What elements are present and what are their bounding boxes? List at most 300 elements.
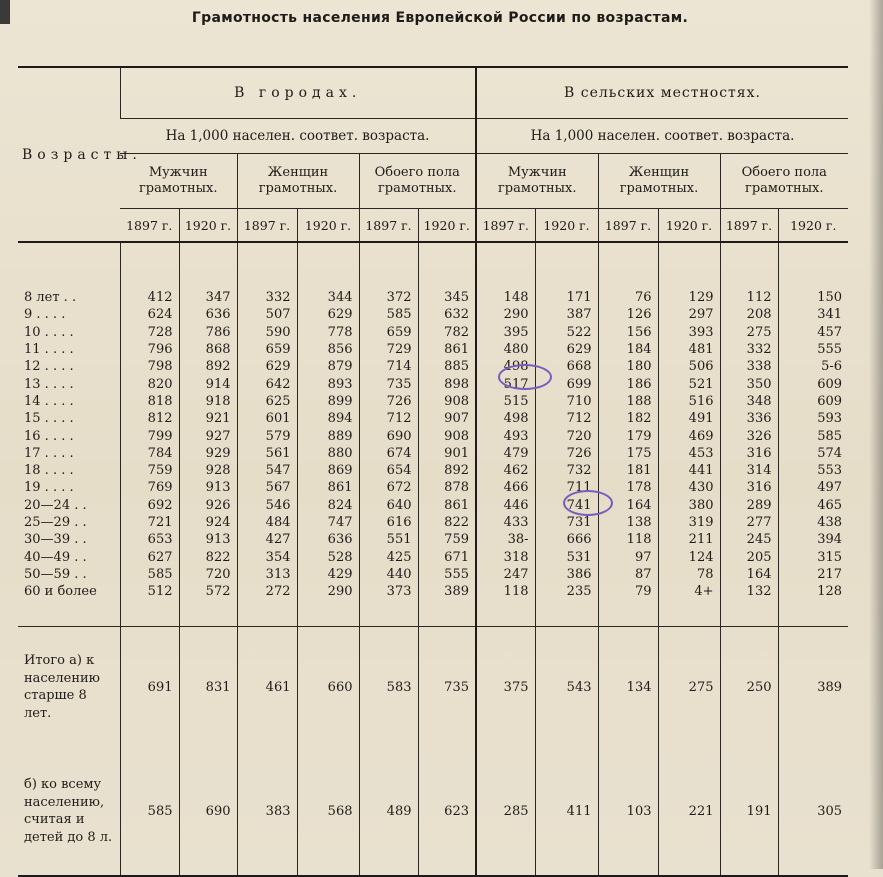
value-cell: 659 <box>359 324 418 341</box>
total-value-cell: 568 <box>297 747 359 876</box>
table-row <box>18 479 848 496</box>
value-cell: 446 <box>476 497 535 514</box>
value-cell: 929 <box>179 445 237 462</box>
value-cell: 671 <box>418 548 476 565</box>
value-cell: 186 <box>598 375 658 392</box>
value-cell: 430 <box>658 479 720 496</box>
value-cell: 297 <box>658 306 720 323</box>
empty-cell <box>179 242 237 289</box>
value-cell: 914 <box>179 375 237 392</box>
totals-row <box>18 627 848 748</box>
value-cell: 561 <box>237 445 297 462</box>
value-cell: 498 <box>476 358 535 375</box>
value-cell: 497 <box>778 479 848 496</box>
value-cell: 812 <box>120 410 179 427</box>
table-row <box>18 289 848 306</box>
value-cell: 726 <box>359 393 418 410</box>
value-cell: 336 <box>720 410 778 427</box>
value-cell: 205 <box>720 548 778 565</box>
value-cell: 344 <box>297 289 359 306</box>
value-cell: 820 <box>120 375 179 392</box>
value-cell: 188 <box>598 393 658 410</box>
value-cell: 629 <box>297 306 359 323</box>
value-cell: 217 <box>778 566 848 583</box>
totals-label: б) ко всему населению, считая и детей до 8 л. <box>24 777 113 845</box>
value-cell: 394 <box>778 531 848 548</box>
value-cell: 627 <box>120 548 179 565</box>
value-cell: 354 <box>237 548 297 565</box>
literacy-table <box>18 66 848 877</box>
rural-women-header: Женщин грамотных. <box>598 154 720 209</box>
year-1920-header: 1920 г. <box>535 209 598 243</box>
empty-cell <box>120 606 179 627</box>
value-cell: 380 <box>658 497 720 514</box>
value-cell: 653 <box>120 531 179 548</box>
value-cell: 928 <box>179 462 237 479</box>
value-cell: 184 <box>598 341 658 358</box>
value-cell: 164 <box>598 497 658 514</box>
value-cell: 372 <box>359 289 418 306</box>
value-cell: 506 <box>658 358 720 375</box>
value-cell: 507 <box>237 306 297 323</box>
value-cell: 332 <box>237 289 297 306</box>
year-1897-header: 1897 г. <box>359 209 418 243</box>
value-cell: 901 <box>418 445 476 462</box>
total-value-cell: 275 <box>658 627 720 748</box>
table-row <box>18 375 848 392</box>
value-cell: 926 <box>179 497 237 514</box>
value-cell: 642 <box>237 375 297 392</box>
value-cell: 290 <box>297 583 359 606</box>
value-cell: 593 <box>778 410 848 427</box>
value-cell: 567 <box>237 479 297 496</box>
value-cell: 632 <box>418 306 476 323</box>
value-cell: 590 <box>237 324 297 341</box>
total-value-cell: 375 <box>476 627 535 748</box>
value-cell: 528 <box>297 548 359 565</box>
rural-per1000-header: На 1,000 населен. соответ. возраста. <box>476 119 848 154</box>
value-cell: 731 <box>535 514 598 531</box>
value-cell: 913 <box>179 479 237 496</box>
year-1920-header: 1920 г. <box>297 209 359 243</box>
value-cell: 438 <box>778 514 848 531</box>
age-cell: 30—39 . . <box>24 532 87 548</box>
value-cell: 316 <box>720 479 778 496</box>
empty-cell <box>535 606 598 627</box>
value-cell: 574 <box>778 445 848 462</box>
value-cell: 389 <box>418 583 476 606</box>
towns-per1000-header: На 1,000 населен. соответ. возраста. <box>120 119 476 154</box>
value-cell: 784 <box>120 445 179 462</box>
value-cell: 5-6 <box>778 358 848 375</box>
age-cell: 13 . . . . <box>24 376 74 392</box>
total-value-cell: 489 <box>359 747 418 876</box>
value-cell: 553 <box>778 462 848 479</box>
age-cell: 8 лет . . <box>24 290 77 306</box>
value-cell: 4+ <box>658 583 720 606</box>
total-value-cell: 250 <box>720 627 778 748</box>
value-cell: 710 <box>535 393 598 410</box>
value-cell: 480 <box>476 341 535 358</box>
value-cell: 921 <box>179 410 237 427</box>
value-cell: 427 <box>237 531 297 548</box>
age-cell: 9 . . . . <box>24 307 66 323</box>
total-value-cell: 285 <box>476 747 535 876</box>
empty-cell <box>237 606 297 627</box>
rural-header: В сельских местностях. <box>476 67 848 119</box>
empty-cell <box>476 242 535 289</box>
value-cell: 313 <box>237 566 297 583</box>
table-row <box>18 462 848 479</box>
value-cell: 512 <box>120 583 179 606</box>
value-cell: 290 <box>476 306 535 323</box>
empty-cell <box>778 242 848 289</box>
empty-cell <box>598 242 658 289</box>
value-cell: 856 <box>297 341 359 358</box>
table-row <box>18 324 848 341</box>
total-value-cell: 583 <box>359 627 418 748</box>
age-cell: 19 . . . . <box>24 480 74 496</box>
value-cell: 712 <box>359 410 418 427</box>
table-row <box>18 427 848 444</box>
value-cell: 516 <box>658 393 720 410</box>
value-cell: 517 <box>476 375 535 392</box>
value-cell: 798 <box>120 358 179 375</box>
table-row <box>18 548 848 565</box>
value-cell: 79 <box>598 583 658 606</box>
value-cell: 148 <box>476 289 535 306</box>
value-cell: 625 <box>237 393 297 410</box>
value-cell: 721 <box>120 514 179 531</box>
value-cell: 759 <box>418 531 476 548</box>
value-cell: 316 <box>720 445 778 462</box>
value-cell: 735 <box>359 375 418 392</box>
value-cell: 668 <box>535 358 598 375</box>
age-cell: 17 . . . . <box>24 445 74 461</box>
value-cell: 345 <box>418 289 476 306</box>
value-cell: 347 <box>179 289 237 306</box>
table-row <box>18 566 848 583</box>
value-cell: 654 <box>359 462 418 479</box>
value-cell: 326 <box>720 427 778 444</box>
value-cell: 150 <box>778 289 848 306</box>
value-cell: 711 <box>535 479 598 496</box>
value-cell: 484 <box>237 514 297 531</box>
value-cell: 892 <box>179 358 237 375</box>
empty-cell <box>598 606 658 627</box>
page-edge-shadow <box>869 0 883 869</box>
value-cell: 672 <box>359 479 418 496</box>
value-cell: 629 <box>237 358 297 375</box>
value-cell: 457 <box>778 324 848 341</box>
value-cell: 164 <box>720 566 778 583</box>
value-cell: 861 <box>418 341 476 358</box>
rural-both-header: Обоего пола грамотных. <box>720 154 848 209</box>
towns-header: В городах. <box>120 67 476 119</box>
value-cell: 893 <box>297 375 359 392</box>
total-value-cell: 623 <box>418 747 476 876</box>
value-cell: 889 <box>297 427 359 444</box>
year-1897-header: 1897 г. <box>237 209 297 243</box>
totals-row <box>18 747 848 876</box>
year-1897-header: 1897 г. <box>476 209 535 243</box>
age-cell: 10 . . . . <box>24 324 74 340</box>
empty-cell <box>237 242 297 289</box>
value-cell: 699 <box>535 375 598 392</box>
value-cell: 824 <box>297 497 359 514</box>
value-cell: 491 <box>658 410 720 427</box>
value-cell: 720 <box>179 566 237 583</box>
age-cell: 16 . . . . <box>24 428 74 444</box>
value-cell: 720 <box>535 427 598 444</box>
value-cell: 175 <box>598 445 658 462</box>
value-cell: 78 <box>658 566 720 583</box>
value-cell: 179 <box>598 427 658 444</box>
value-cell: 616 <box>359 514 418 531</box>
value-cell: 118 <box>476 583 535 606</box>
value-cell: 341 <box>778 306 848 323</box>
value-cell: 692 <box>120 497 179 514</box>
value-cell: 289 <box>720 497 778 514</box>
spacer-row <box>18 242 848 289</box>
value-cell: 778 <box>297 324 359 341</box>
total-value-cell: 585 <box>120 747 179 876</box>
value-cell: 601 <box>237 410 297 427</box>
value-cell: 440 <box>359 566 418 583</box>
value-cell: 728 <box>120 324 179 341</box>
value-cell: 892 <box>418 462 476 479</box>
value-cell: 885 <box>418 358 476 375</box>
value-cell: 97 <box>598 548 658 565</box>
total-value-cell: 735 <box>418 627 476 748</box>
value-cell: 247 <box>476 566 535 583</box>
towns-men-header: Мужчин грамотных. <box>120 154 237 209</box>
table-row <box>18 497 848 514</box>
value-cell: 498 <box>476 410 535 427</box>
value-cell: 395 <box>476 324 535 341</box>
year-1897-header: 1897 г. <box>720 209 778 243</box>
empty-cell <box>18 242 120 289</box>
value-cell: 138 <box>598 514 658 531</box>
page-title: Грамотность населения Европейской России по возрастам. <box>191 10 689 26</box>
value-cell: 908 <box>418 393 476 410</box>
value-cell: 714 <box>359 358 418 375</box>
empty-cell <box>720 242 778 289</box>
empty-cell <box>418 606 476 627</box>
empty-cell <box>658 606 720 627</box>
value-cell: 666 <box>535 531 598 548</box>
value-cell: 387 <box>535 306 598 323</box>
table-row <box>18 410 848 427</box>
value-cell: 579 <box>237 427 297 444</box>
value-cell: 924 <box>179 514 237 531</box>
scan-edge-mark <box>0 0 10 24</box>
towns-women-header: Женщин грамотных. <box>237 154 359 209</box>
total-value-cell: 191 <box>720 747 778 876</box>
value-cell: 462 <box>476 462 535 479</box>
value-cell: 393 <box>658 324 720 341</box>
value-cell: 898 <box>418 375 476 392</box>
value-cell: 128 <box>778 583 848 606</box>
value-cell: 350 <box>720 375 778 392</box>
empty-cell <box>720 606 778 627</box>
value-cell: 551 <box>359 531 418 548</box>
age-cell: 15 . . . . <box>24 411 74 427</box>
value-cell: 319 <box>658 514 720 531</box>
value-cell: 181 <box>598 462 658 479</box>
value-cell: 126 <box>598 306 658 323</box>
totals-label: Итого а) к населению старше 8 лет. <box>24 653 100 721</box>
value-cell: 315 <box>778 548 848 565</box>
total-value-cell: 461 <box>237 627 297 748</box>
spacer-row <box>18 606 848 627</box>
value-cell: 861 <box>297 479 359 496</box>
value-cell: 481 <box>658 341 720 358</box>
towns-both-header: Обоего пола грамотных. <box>359 154 476 209</box>
value-cell: 729 <box>359 341 418 358</box>
value-cell: 112 <box>720 289 778 306</box>
value-cell: 759 <box>120 462 179 479</box>
value-cell: 515 <box>476 393 535 410</box>
value-cell: 782 <box>418 324 476 341</box>
empty-cell <box>297 242 359 289</box>
value-cell: 879 <box>297 358 359 375</box>
value-cell: 624 <box>120 306 179 323</box>
value-cell: 129 <box>658 289 720 306</box>
value-cell: 640 <box>359 497 418 514</box>
total-value-cell: 389 <box>778 627 848 748</box>
value-cell: 171 <box>535 289 598 306</box>
total-value-cell: 103 <box>598 747 658 876</box>
year-1897-header: 1897 г. <box>598 209 658 243</box>
value-cell: 861 <box>418 497 476 514</box>
value-cell: 546 <box>237 497 297 514</box>
value-cell: 555 <box>778 341 848 358</box>
table-row <box>18 393 848 410</box>
table-row <box>18 531 848 548</box>
value-cell: 235 <box>535 583 598 606</box>
value-cell: 178 <box>598 479 658 496</box>
value-cell: 726 <box>535 445 598 462</box>
value-cell: 466 <box>476 479 535 496</box>
value-cell: 913 <box>179 531 237 548</box>
empty-cell <box>120 242 179 289</box>
value-cell: 118 <box>598 531 658 548</box>
value-cell: 531 <box>535 548 598 565</box>
empty-cell <box>535 242 598 289</box>
value-cell: 338 <box>720 358 778 375</box>
empty-cell <box>476 606 535 627</box>
value-cell: 469 <box>658 427 720 444</box>
value-cell: 585 <box>778 427 848 444</box>
total-value-cell: 543 <box>535 627 598 748</box>
value-cell: 38- <box>476 531 535 548</box>
value-cell: 386 <box>535 566 598 583</box>
value-cell: 585 <box>120 566 179 583</box>
value-cell: 245 <box>720 531 778 548</box>
value-cell: 690 <box>359 427 418 444</box>
table-row <box>18 514 848 531</box>
value-cell: 314 <box>720 462 778 479</box>
table-row <box>18 583 848 606</box>
total-value-cell: 691 <box>120 627 179 748</box>
value-cell: 318 <box>476 548 535 565</box>
year-1920-header: 1920 г. <box>658 209 720 243</box>
empty-cell <box>418 242 476 289</box>
value-cell: 493 <box>476 427 535 444</box>
value-cell: 636 <box>179 306 237 323</box>
table-row <box>18 306 848 323</box>
value-cell: 433 <box>476 514 535 531</box>
value-cell: 869 <box>297 462 359 479</box>
value-cell: 555 <box>418 566 476 583</box>
value-cell: 741 <box>535 497 598 514</box>
value-cell: 425 <box>359 548 418 565</box>
empty-cell <box>778 606 848 627</box>
value-cell: 211 <box>658 531 720 548</box>
value-cell: 894 <box>297 410 359 427</box>
value-cell: 272 <box>237 583 297 606</box>
value-cell: 547 <box>237 462 297 479</box>
value-cell: 822 <box>418 514 476 531</box>
value-cell: 659 <box>237 341 297 358</box>
value-cell: 712 <box>535 410 598 427</box>
value-cell: 747 <box>297 514 359 531</box>
empty-cell <box>359 606 418 627</box>
value-cell: 927 <box>179 427 237 444</box>
value-cell: 609 <box>778 375 848 392</box>
total-value-cell: 383 <box>237 747 297 876</box>
value-cell: 465 <box>778 497 848 514</box>
total-value-cell: 831 <box>179 627 237 748</box>
value-cell: 674 <box>359 445 418 462</box>
value-cell: 609 <box>778 393 848 410</box>
value-cell: 332 <box>720 341 778 358</box>
value-cell: 907 <box>418 410 476 427</box>
value-cell: 732 <box>535 462 598 479</box>
value-cell: 132 <box>720 583 778 606</box>
value-cell: 636 <box>297 531 359 548</box>
value-cell: 124 <box>658 548 720 565</box>
value-cell: 796 <box>120 341 179 358</box>
empty-cell <box>359 242 418 289</box>
age-cell: 50—59 . . <box>24 566 87 582</box>
total-value-cell: 411 <box>535 747 598 876</box>
rural-men-header: Мужчин грамотных. <box>476 154 598 209</box>
age-cell: 40—49 . . <box>24 549 87 565</box>
age-cell: 25—29 . . <box>24 515 87 530</box>
total-value-cell: 660 <box>297 627 359 748</box>
value-cell: 899 <box>297 393 359 410</box>
empty-cell <box>297 606 359 627</box>
table-row <box>18 445 848 462</box>
total-value-cell: 221 <box>658 747 720 876</box>
value-cell: 522 <box>535 324 598 341</box>
value-cell: 585 <box>359 306 418 323</box>
value-cell: 277 <box>720 514 778 531</box>
empty-cell <box>658 242 720 289</box>
value-cell: 441 <box>658 462 720 479</box>
year-1897-header: 1897 г. <box>120 209 179 243</box>
age-cell: 14 . . . . <box>24 393 74 409</box>
total-value-cell: 690 <box>179 747 237 876</box>
value-cell: 453 <box>658 445 720 462</box>
value-cell: 348 <box>720 393 778 410</box>
age-cell: 12 . . . . <box>24 359 74 375</box>
year-1920-header: 1920 г. <box>418 209 476 243</box>
empty-cell <box>179 606 237 627</box>
value-cell: 521 <box>658 375 720 392</box>
